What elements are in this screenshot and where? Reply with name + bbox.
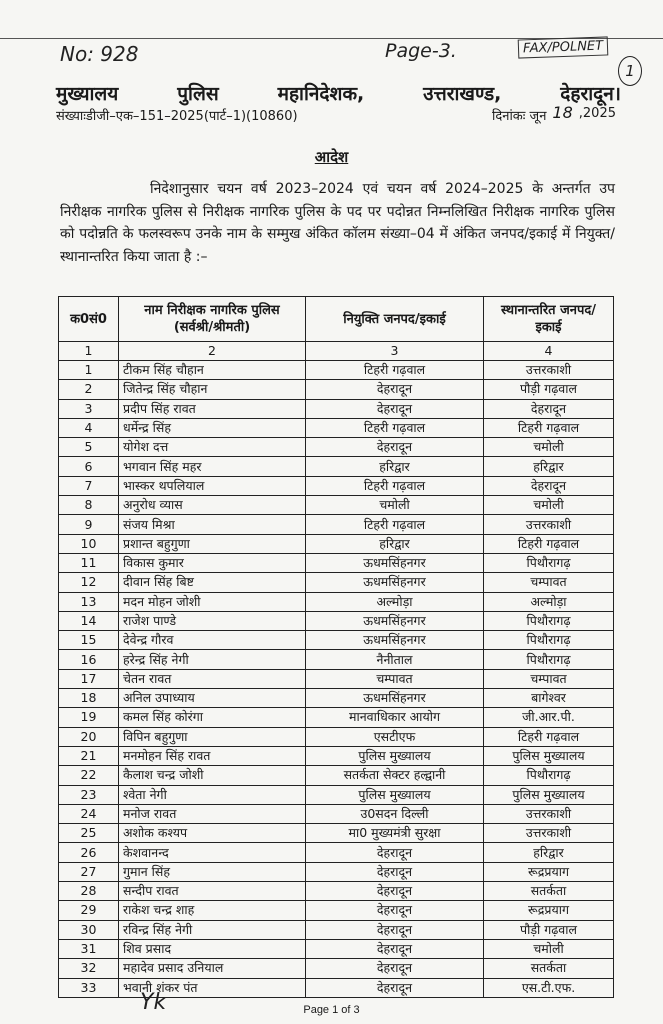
office-heading bbox=[56, 80, 621, 106]
table-row bbox=[59, 669, 614, 688]
transfer-cell: पौड़ी गढ़वाल bbox=[484, 380, 614, 399]
transfer-cell: पिथौरागढ़ bbox=[484, 553, 614, 572]
transfer-cell: चमोली bbox=[484, 496, 614, 515]
serial-cell: 17 bbox=[59, 669, 119, 688]
name-cell: कैलाश चन्द्र जोशी bbox=[119, 766, 306, 785]
date-prefix: दिनांकः जून bbox=[491, 109, 547, 124]
serial-cell: 22 bbox=[59, 766, 119, 785]
table-row bbox=[59, 476, 614, 495]
reference-row bbox=[56, 103, 616, 124]
name-cell: भगवान सिंह महर bbox=[119, 457, 306, 476]
posting-cell: देहरादून bbox=[306, 939, 484, 958]
serial-cell: 33 bbox=[59, 978, 119, 997]
posting-cell: ऊधमसिंहनगर bbox=[306, 689, 484, 708]
posting-cell: चमोली bbox=[306, 496, 484, 515]
heading-word: महानिदेशक, bbox=[277, 83, 365, 105]
posting-cell: देहरादून bbox=[306, 399, 484, 418]
posting-cell: पुलिस मुख्यालय bbox=[306, 785, 484, 804]
signature: Yk bbox=[140, 990, 167, 1015]
name-cell: भवानी शंकर पंत bbox=[119, 978, 306, 997]
serial-cell: 16 bbox=[59, 650, 119, 669]
posting-cell: ऊधमसिंहनगर bbox=[306, 611, 484, 630]
table-row bbox=[59, 804, 614, 823]
transfer-cell: चमोली bbox=[484, 438, 614, 457]
name-cell: रविन्द्र सिंह नेगी bbox=[119, 920, 306, 939]
table-row bbox=[59, 901, 614, 920]
table-row bbox=[59, 708, 614, 727]
posting-cell: हरिद्वार bbox=[306, 457, 484, 476]
transfer-cell: रूद्रप्रयाग bbox=[484, 862, 614, 881]
serial-cell: 32 bbox=[59, 959, 119, 978]
table-row bbox=[59, 746, 614, 765]
name-cell: सन्दीप रावत bbox=[119, 882, 306, 901]
column-number-row bbox=[59, 342, 614, 361]
posting-cell: देहरादून bbox=[306, 978, 484, 997]
table-row bbox=[59, 689, 614, 708]
serial-cell: 11 bbox=[59, 553, 119, 572]
transfer-cell: बागेश्वर bbox=[484, 689, 614, 708]
name-cell: विपिन बहुगुणा bbox=[119, 727, 306, 746]
handwritten-page-note: Page-3. bbox=[385, 40, 457, 62]
posting-cell: नैनीताल bbox=[306, 650, 484, 669]
posting-cell: टिहरी गढ़वाल bbox=[306, 361, 484, 380]
table-row bbox=[59, 611, 614, 630]
heading-word: मुख्यालय bbox=[56, 83, 119, 105]
column-number: 4 bbox=[484, 342, 614, 361]
serial-cell: 12 bbox=[59, 573, 119, 592]
posting-cell: देहरादून bbox=[306, 920, 484, 939]
serial-cell: 2 bbox=[59, 380, 119, 399]
table-header-row bbox=[59, 297, 614, 342]
name-cell: विकास कुमार bbox=[119, 553, 306, 572]
circled-number: 1 bbox=[618, 56, 642, 86]
table-row bbox=[59, 727, 614, 746]
posting-cell: ऊधमसिंहनगर bbox=[306, 573, 484, 592]
name-cell: चेतन रावत bbox=[119, 669, 306, 688]
transfer-cell: टिहरी गढ़वाल bbox=[484, 727, 614, 746]
name-cell: कमल सिंह कोरंगा bbox=[119, 708, 306, 727]
table-row bbox=[59, 592, 614, 611]
posting-cell: देहरादून bbox=[306, 882, 484, 901]
name-cell: टीकम सिंह चौहान bbox=[119, 361, 306, 380]
transfer-cell: उत्तरकाशी bbox=[484, 361, 614, 380]
table-row bbox=[59, 766, 614, 785]
table-row bbox=[59, 843, 614, 862]
posting-cell: देहरादून bbox=[306, 380, 484, 399]
table-row bbox=[59, 496, 614, 515]
posting-cell: टिहरी गढ़वाल bbox=[306, 515, 484, 534]
transfer-cell: टिहरी गढ़वाल bbox=[484, 418, 614, 437]
column-number: 1 bbox=[59, 342, 119, 361]
serial-cell: 14 bbox=[59, 611, 119, 630]
date-day: 18 bbox=[552, 103, 573, 122]
serial-cell: 7 bbox=[59, 476, 119, 495]
header-posting: नियुक्ति जनपद/इकाई bbox=[306, 297, 484, 342]
table-row bbox=[59, 939, 614, 958]
transfer-cell: एस.टी.एफ. bbox=[484, 978, 614, 997]
serial-cell: 24 bbox=[59, 804, 119, 823]
serial-cell: 9 bbox=[59, 515, 119, 534]
transfer-cell: चमोली bbox=[484, 939, 614, 958]
transfer-cell: सतर्कता bbox=[484, 959, 614, 978]
name-cell: प्रदीप सिंह रावत bbox=[119, 399, 306, 418]
table-row bbox=[59, 457, 614, 476]
page-footer: Page 1 of 3 bbox=[303, 1004, 360, 1016]
name-cell: गुमान सिंह bbox=[119, 862, 306, 881]
name-cell: मनमोहन सिंह रावत bbox=[119, 746, 306, 765]
serial-cell: 18 bbox=[59, 689, 119, 708]
table-row bbox=[59, 785, 614, 804]
order-date bbox=[491, 103, 616, 124]
serial-cell: 10 bbox=[59, 534, 119, 553]
serial-cell: 5 bbox=[59, 438, 119, 457]
transfer-cell: पुलिस मुख्यालय bbox=[484, 785, 614, 804]
name-cell: श्वेता नेगी bbox=[119, 785, 306, 804]
serial-cell: 29 bbox=[59, 901, 119, 920]
transfer-cell: पिथौरागढ़ bbox=[484, 766, 614, 785]
table-row bbox=[59, 399, 614, 418]
serial-cell: 27 bbox=[59, 862, 119, 881]
name-cell: अनिल उपाध्याय bbox=[119, 689, 306, 708]
table-row bbox=[59, 824, 614, 843]
transfer-cell: देहरादून bbox=[484, 399, 614, 418]
serial-cell: 25 bbox=[59, 824, 119, 843]
posting-cell: देहरादून bbox=[306, 438, 484, 457]
order-title: आदेश bbox=[314, 148, 349, 166]
table-row bbox=[59, 862, 614, 881]
name-cell: शिव प्रसाद bbox=[119, 939, 306, 958]
serial-cell: 21 bbox=[59, 746, 119, 765]
table-row bbox=[59, 573, 614, 592]
posting-cell: पुलिस मुख्यालय bbox=[306, 746, 484, 765]
serial-cell: 28 bbox=[59, 882, 119, 901]
table-row bbox=[59, 553, 614, 572]
serial-cell: 30 bbox=[59, 920, 119, 939]
posting-cell: देहरादून bbox=[306, 959, 484, 978]
transfer-cell: देहरादून bbox=[484, 476, 614, 495]
posting-cell: चम्पावत bbox=[306, 669, 484, 688]
header-transfer: स्थानान्तरित जनपद/इकाई bbox=[484, 297, 614, 342]
transfer-cell: उत्तरकाशी bbox=[484, 515, 614, 534]
heading-word: पुलिस bbox=[177, 83, 219, 105]
name-cell: मनोज रावत bbox=[119, 804, 306, 823]
column-number: 3 bbox=[306, 342, 484, 361]
transfer-cell: उत्तरकाशी bbox=[484, 824, 614, 843]
transfer-cell: सतर्कता bbox=[484, 882, 614, 901]
name-cell: योगेश दत्त bbox=[119, 438, 306, 457]
serial-cell: 15 bbox=[59, 631, 119, 650]
posting-cell: टिहरी गढ़वाल bbox=[306, 418, 484, 437]
posting-cell: ऊधमसिंहनगर bbox=[306, 631, 484, 650]
transfer-cell: रूद्रप्रयाग bbox=[484, 901, 614, 920]
header-serial: क0सं0 bbox=[59, 297, 119, 342]
posting-cell: देहरादून bbox=[306, 862, 484, 881]
serial-cell: 1 bbox=[59, 361, 119, 380]
posting-cell: ऊधमसिंहनगर bbox=[306, 553, 484, 572]
fax-polnet-stamp: FAX/POLNET bbox=[518, 36, 609, 58]
transfer-cell: पौड़ी गढ़वाल bbox=[484, 920, 614, 939]
order-paragraph: निदेशानुसार चयन वर्ष 2023–2024 एवं चयन वर्ष 2024–2025 के अन्तर्गत उप निरीक्षक नागरिक पुलिस से निरीक्षक नागरिक पुलिस के पद पर पदोन्नत निम्नलिखित निरीक्षक नागरिक पुलिस को पदोन्नति के फलस्वरूप उनके नाम के सम्मुख अंकित कॉलम संख्या–04 में अंकित जनपद/इकाई में नियुक्त/स्थानान्तरित किया जाता है :– bbox=[60, 181, 615, 265]
posting-cell: अल्मोड़ा bbox=[306, 592, 484, 611]
serial-cell: 6 bbox=[59, 457, 119, 476]
handwritten-number: No: 928 bbox=[60, 42, 139, 66]
name-cell: राकेश चन्द्र शाह bbox=[119, 901, 306, 920]
serial-cell: 13 bbox=[59, 592, 119, 611]
name-cell: दीवान सिंह बिष्ट bbox=[119, 573, 306, 592]
reference-number: संख्याःडीजी–एक–151–2025(पार्ट–1)(10860) bbox=[56, 109, 298, 124]
name-cell: संजय मिश्रा bbox=[119, 515, 306, 534]
transfer-cell: टिहरी गढ़वाल bbox=[484, 534, 614, 553]
serial-cell: 20 bbox=[59, 727, 119, 746]
table-row bbox=[59, 361, 614, 380]
posting-cell: मा0 मुख्यमंत्री सुरक्षा bbox=[306, 824, 484, 843]
name-cell: राजेश पाण्डे bbox=[119, 611, 306, 630]
table-row bbox=[59, 438, 614, 457]
column-number: 2 bbox=[119, 342, 306, 361]
posting-cell: मानवाधिकार आयोग bbox=[306, 708, 484, 727]
transfer-cell: चम्पावत bbox=[484, 573, 614, 592]
table-row bbox=[59, 959, 614, 978]
posting-table bbox=[58, 296, 614, 998]
name-cell: अनुरोध व्यास bbox=[119, 496, 306, 515]
serial-cell: 3 bbox=[59, 399, 119, 418]
name-cell: मदन मोहन जोशी bbox=[119, 592, 306, 611]
table-row bbox=[59, 631, 614, 650]
table-row bbox=[59, 418, 614, 437]
name-cell: जितेन्द्र सिंह चौहान bbox=[119, 380, 306, 399]
date-year: ,2025 bbox=[578, 106, 616, 121]
posting-cell: टिहरी गढ़वाल bbox=[306, 476, 484, 495]
name-cell: प्रशान्त बहुगुणा bbox=[119, 534, 306, 553]
table-row bbox=[59, 650, 614, 669]
posting-cell: उ0सदन दिल्ली bbox=[306, 804, 484, 823]
name-cell: हरेन्द्र सिंह नेगी bbox=[119, 650, 306, 669]
posting-cell: एसटीएफ bbox=[306, 727, 484, 746]
transfer-cell: जी.आर.पी. bbox=[484, 708, 614, 727]
serial-cell: 23 bbox=[59, 785, 119, 804]
posting-cell: देहरादून bbox=[306, 901, 484, 920]
heading-word: उत्तराखण्ड, bbox=[423, 83, 502, 105]
table-row bbox=[59, 534, 614, 553]
heading-word: देहरादून। bbox=[560, 83, 621, 105]
posting-cell: हरिद्वार bbox=[306, 534, 484, 553]
transfer-cell: हरिद्वार bbox=[484, 457, 614, 476]
transfer-cell: पिथौरागढ़ bbox=[484, 611, 614, 630]
transfer-cell: पुलिस मुख्यालय bbox=[484, 746, 614, 765]
transfer-cell: पिथौरागढ़ bbox=[484, 631, 614, 650]
posting-cell: सतर्कता सेक्टर हल्द्वानी bbox=[306, 766, 484, 785]
header-name: नाम निरीक्षक नागरिक पुलिस (सर्वश्री/श्रीमती) bbox=[119, 297, 306, 342]
table-row bbox=[59, 920, 614, 939]
transfer-cell: चम्पावत bbox=[484, 669, 614, 688]
table-row bbox=[59, 515, 614, 534]
serial-cell: 31 bbox=[59, 939, 119, 958]
transfer-cell: पिथौरागढ़ bbox=[484, 650, 614, 669]
serial-cell: 4 bbox=[59, 418, 119, 437]
transfer-cell: हरिद्वार bbox=[484, 843, 614, 862]
posting-cell: देहरादून bbox=[306, 843, 484, 862]
table-row bbox=[59, 882, 614, 901]
serial-cell: 26 bbox=[59, 843, 119, 862]
name-cell: महादेव प्रसाद उनियाल bbox=[119, 959, 306, 978]
name-cell: धर्मेन्द्र सिंह bbox=[119, 418, 306, 437]
serial-cell: 19 bbox=[59, 708, 119, 727]
name-cell: अशोक कश्यप bbox=[119, 824, 306, 843]
transfer-cell: अल्मोड़ा bbox=[484, 592, 614, 611]
name-cell: केशवानन्द bbox=[119, 843, 306, 862]
transfer-cell: उत्तरकाशी bbox=[484, 804, 614, 823]
name-cell: देवेन्द्र गौरव bbox=[119, 631, 306, 650]
name-cell: भास्कर थपलियाल bbox=[119, 476, 306, 495]
serial-cell: 8 bbox=[59, 496, 119, 515]
table-row bbox=[59, 380, 614, 399]
